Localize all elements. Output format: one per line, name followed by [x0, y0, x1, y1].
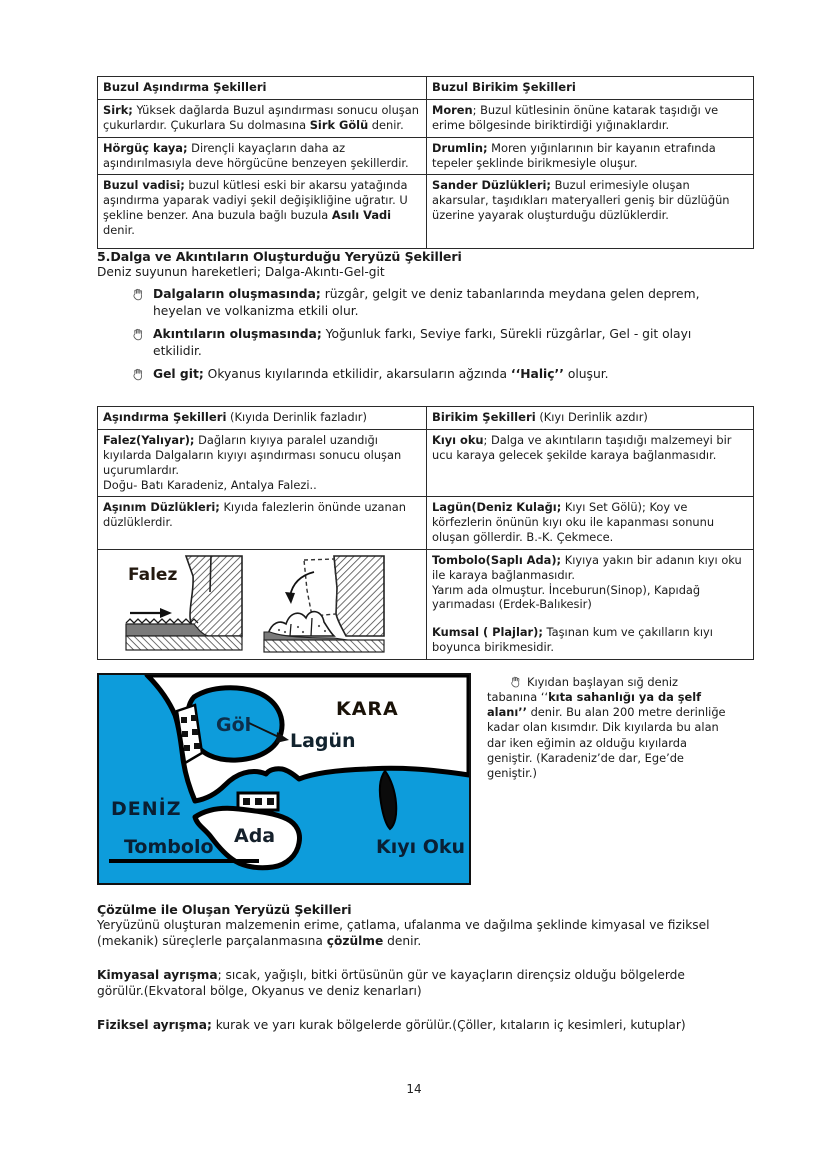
text-sirk: Yüksek dağlarda Buzul aşındırması sonucu oluşan çukurlardır. Çukurlara Su dolmasına: [103, 103, 419, 132]
table-header-row: [98, 407, 754, 430]
weathering-intro: [97, 917, 731, 949]
coastal-landforms-diagram: [97, 673, 471, 885]
table-row: [98, 137, 754, 175]
glacial-row-1-right: [427, 137, 754, 175]
spacer: [432, 612, 748, 625]
term-sander-duzlukleri: Sander Düzlükleri;: [432, 178, 551, 193]
weathering-intro-part2: denir.: [383, 934, 422, 949]
bullet-1-term: Akıntıların oluşmasında;: [153, 327, 322, 342]
text-kiyi-oku: ; Dalga ve akıntıların taşıdığı malzemeyi bir ucu karaya gelecek şekilde karaya bağlanmasıdır.: [432, 433, 732, 462]
bullet-0-text: rüzgâr, gelgit ve deniz tabanlarında meydana gelen deprem, heyelan ve volkanizma etkili olur.: [153, 287, 700, 318]
section-5-title: 5.Dalga ve Akıntıların Oluşturduğu Yeryüzü Şekilleri: [97, 249, 462, 264]
glacial-row-2-right: [427, 175, 754, 249]
chemical-weathering-text: ; sıcak, yağışlı, bitki örtüsünün gür ve kayaçların dirençsiz olduğu bölgelerde görülür.(Ekvatoral bölge, Okyanus ve deniz kenarları): [97, 968, 685, 999]
table-header-cell-right: [427, 407, 754, 430]
coastal-row-1-right: [427, 497, 754, 549]
term-tombolo: Tombolo(Saplı Ada);: [432, 552, 562, 567]
list-item: [131, 366, 731, 382]
weathering-intro-part1: Yeryüzünü oluşturan malzemenin erime, çatlama, ufalanma ve dağılma şeklinde kimyasal ve fiziksel (mekanik) süreçlerle parçalanmasına: [97, 918, 710, 949]
bullet-2-text: Okyanus kıyılarında etkilidir, akarsuların ağzında: [203, 366, 511, 381]
table-header-cell-left: [98, 77, 427, 100]
table-header-row: [98, 77, 754, 100]
glacial-row-1-left: [98, 137, 427, 175]
hand-icon: [131, 287, 146, 302]
glacial-landforms-table-wrapper: [97, 76, 754, 249]
svg-text:KARA: KARA: [336, 698, 399, 720]
table-row: [98, 175, 754, 249]
text-falez: Dağların kıyıya paralel uzandığı kıyılarda Dalgaların kıyıyı aşındırması sonucu oluşan uçurumlardır.: [103, 433, 402, 477]
section-5-intro: Deniz suyunun hareketleri; Dalga-Akıntı-Gel-git: [97, 265, 385, 279]
table-row: [98, 497, 754, 549]
text-falez-examples: Doğu- Batı Karadeniz, Antalya Falezi..: [103, 477, 317, 492]
text-sander-duzlukleri: Buzul erimesiyle oluşan akarsular, taşıdıkları materyalleri geniş bir düzlüğün üzerine yayarak oluşturduğu düzlüklerdir.: [432, 178, 730, 223]
table-row: [98, 430, 754, 497]
chemical-weathering-paragraph: [97, 967, 731, 999]
text-lagun: Kıyı Set Gölü); Koy ve körfezlerin önünün kıyı oku ile kapanması sonunu oluşan göllerdir. B.-K. Çekmece.: [432, 500, 715, 545]
chemical-weathering-term: Kimyasal ayrışma: [97, 968, 218, 983]
table-header-cell-right: [427, 77, 754, 100]
glacial-row-0-right: [427, 100, 754, 138]
coastal-landforms-table-wrapper: [97, 406, 754, 660]
bullet-1-text: Yoğunluk farkı, Seviye farkı, Sürekli rüzgârlar, Gel - git olayı etkilidir.: [153, 327, 692, 358]
glacial-erosion-header: Buzul Aşındırma Şekilleri: [103, 80, 267, 94]
bullet-2-term2: ‘‘Haliç’’: [510, 366, 564, 381]
glacial-row-2-left: [98, 175, 427, 249]
coastal-deposition-header: Birikim Şekilleri: [432, 410, 536, 424]
text-tombolo: Kıyıya yakın bir adanın kıyı oku ile karaya bağlanmasıdır.: [432, 552, 742, 582]
term-kumsal: Kumsal ( Plajlar);: [432, 625, 543, 640]
glacial-deposition-header: Buzul Birikim Şekilleri: [432, 80, 576, 94]
hand-icon: [131, 327, 146, 342]
spacer: [97, 999, 731, 1017]
coastal-landforms-table: [97, 406, 754, 660]
continental-shelf-note: [487, 675, 731, 781]
text-moren: ; Buzul kütlesinin önüne katarak taşıdığı ve erime bölgesinde biriktirdiği yığınaklardır.: [432, 103, 719, 132]
text-buzul-vadisi-2: denir.: [103, 222, 135, 237]
list-item: [131, 286, 731, 319]
term-lagun: Lagün(Deniz Kulağı;: [432, 500, 562, 515]
section-5-waves-currents: [97, 249, 731, 389]
text-drumlin: Moren yığınlarının bir kayanın etrafında tepeler şeklinde birikmesiyle oluşur.: [432, 140, 716, 170]
glacial-landforms-table: [97, 76, 754, 249]
weathering-section: [97, 902, 731, 1033]
svg-text:Lagün: Lagün: [290, 730, 356, 752]
falez-cliff-erosion-diagram: [98, 550, 426, 658]
physical-weathering-text: kurak ve yarı kurak bölgelerde görülür.(Çöller, kıtaların iç kesimleri, kutuplar): [211, 1018, 686, 1033]
svg-text:Ada: Ada: [234, 825, 276, 847]
text-buzul-vadisi: buzul kütlesi eski bir akarsu yatağında aşındırma yaparak vadiyi şekil değişikliğine uğratır. U şekline benzer. Ana buzula bağlı buzula: [103, 178, 408, 223]
term-sirk-golu: Sirk Gölü: [309, 117, 369, 132]
weathering-title: Çözülme ile Oluşan Yeryüzü Şekilleri: [97, 902, 352, 917]
coastal-row-0-left: [98, 430, 427, 497]
term-falez: Falez(Yalıyar);: [103, 433, 195, 448]
text-sirk-2: denir.: [368, 117, 404, 132]
coastal-deposition-header-note: (Kıyı Derinlik azdır): [535, 410, 648, 424]
page-number: 14: [406, 1082, 422, 1096]
weathering-intro-bold: çözülme: [326, 934, 384, 949]
term-asinim-duzlukleri: Aşınım Düzlükleri;: [103, 500, 220, 515]
hand-icon: [509, 675, 523, 689]
svg-text:Tombolo: Tombolo: [124, 836, 214, 858]
coastal-erosion-header-note: (Kıyıda Derinlik fazladır): [226, 410, 367, 424]
table-row: [98, 100, 754, 138]
shelf-note-part1: Kıyıdan başlayan sığ deniz tabanına ‘‘: [487, 675, 678, 705]
svg-text:Göl: Göl: [216, 714, 252, 736]
svg-text:Kıyı Oku: Kıyı Oku: [376, 836, 466, 858]
list-item: [131, 326, 731, 359]
text-tombolo-examples: Yarım ada olmuştur. İnceburun(Sinop), Kapıdağ yarımadası (Erdek-Balıkesir): [432, 582, 701, 612]
text-asinim-duzlukleri: Kıyıda falezlerin önünde uzanan düzlüklerdir.: [103, 500, 406, 530]
term-buzul-vadisi: Buzul vadisi;: [103, 178, 185, 193]
section-5-bullet-list: [97, 286, 731, 382]
falez-figure-cell: [98, 549, 427, 659]
hand-icon: [131, 367, 146, 382]
spacer: [97, 949, 731, 967]
term-moren: Moren: [432, 103, 473, 118]
svg-text:DENİZ: DENİZ: [111, 798, 182, 820]
document-page: [97, 0, 742, 1171]
kumsal-block: [432, 625, 748, 655]
coastal-row-1-left: [98, 497, 427, 549]
text-horguc-kaya: Dirençli kayaçların daha az aşındırılmasıyla deve hörgücüne benzeyen şekillerdir.: [103, 140, 409, 170]
physical-weathering-term: Fiziksel ayrışma;: [97, 1018, 212, 1033]
bullet-2-text2: oluşur.: [563, 366, 609, 381]
text-kumsal: Taşınan kum ve çakılların kıyı boyunca birikmesidir.: [432, 625, 713, 654]
coastal-diagram-row: [97, 673, 731, 891]
bullet-0-term: Dalgaların oluşmasında;: [153, 287, 321, 302]
coastal-figure-row-right: [427, 549, 754, 659]
bullet-2-term: Gel git;: [153, 366, 204, 381]
physical-weathering-paragraph: [97, 1017, 731, 1033]
glacial-row-0-left: [98, 100, 427, 138]
shelf-note-part2: denir. Bu alan 200 metre derinliğe kadar olan kısımdır. Dik kıyılarda bu alan dar iken eğimin az olduğu kıyılarda geniştir. (Karadeniz’de dar, Ege’de geniştir.): [487, 705, 726, 780]
term-drumlin: Drumlin;: [432, 140, 488, 155]
table-row: [98, 549, 754, 659]
coastal-row-0-right: [427, 430, 754, 497]
table-header-cell-left: [98, 407, 427, 430]
svg-text:Falez: Falez: [128, 564, 178, 585]
term-asili-vadi: Asılı Vadi: [331, 208, 392, 223]
shelf-note-bold: kıta sahanlığı ya da şelf alanı’’: [487, 690, 702, 720]
coastal-erosion-header: Aşındırma Şekilleri: [103, 410, 227, 424]
term-kiyi-oku: Kıyı oku: [432, 433, 484, 448]
term-sirk: Sirk;: [103, 103, 133, 118]
term-horguc-kaya: Hörgüç kaya;: [103, 140, 188, 155]
